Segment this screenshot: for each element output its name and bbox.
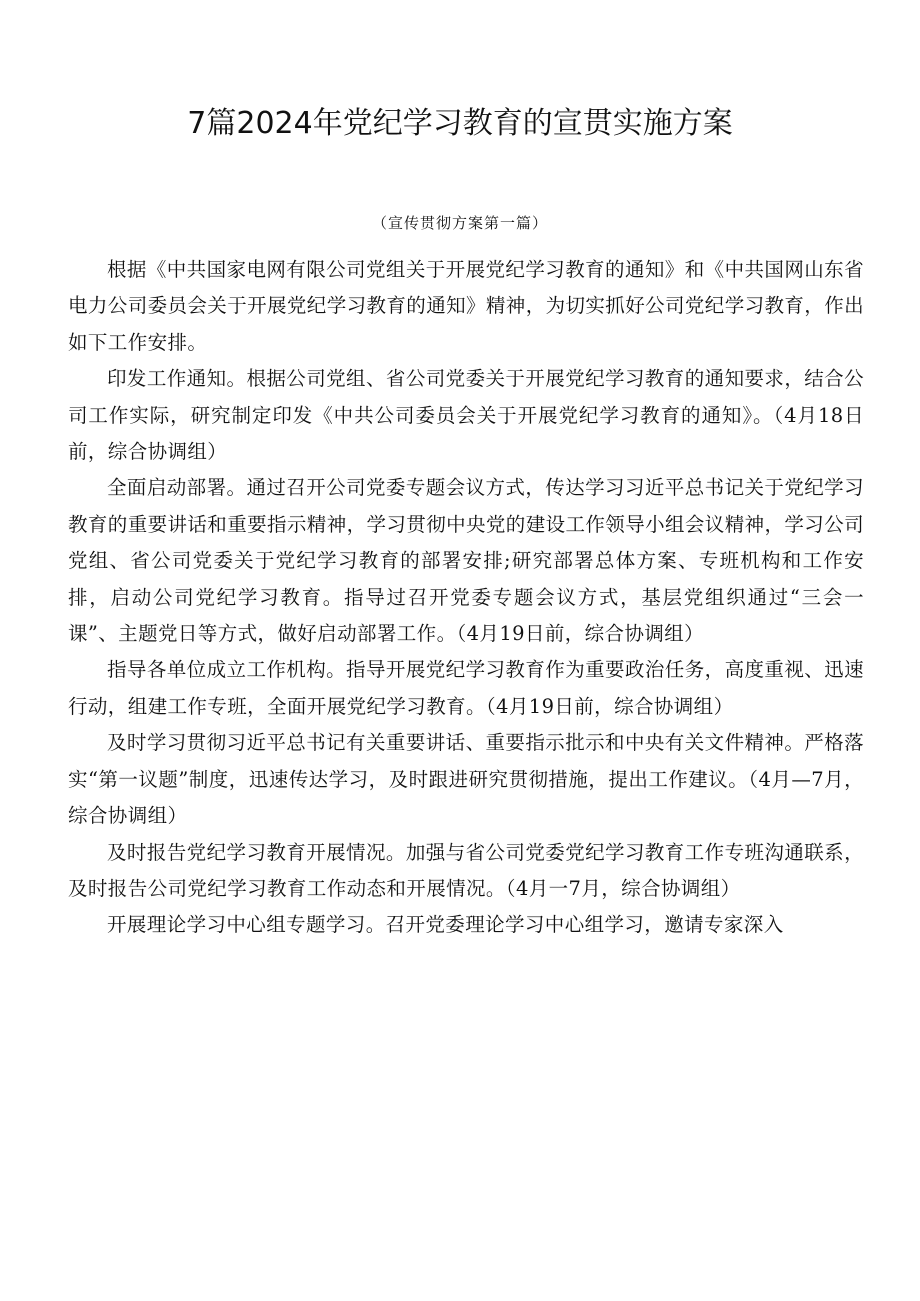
paragraph-intro: 根据《中共国家电网有限公司党组关于开展党纪学习教育的通知》和《中共国网山东省电力公司委员会关于开展党纪学习教育的通知》精神，为切实抓好公司党纪学习教育，作出如下工作安排。 xyxy=(68,258,865,354)
paragraph-launch: 全面启动部署。通过召开公司党委专题会议方式，传达学习习近平总书记关于党纪学习教育的重要讲话和重要指示精神，学习贯彻中央党的建设工作领导小组会议精神，学习公司党组、省公司党委关于党纪学习教育的部署安排;研究部署总体方案、专班机构和工作安排，启动公司党纪学习教育。指导过召开党委专题会议方式，基层党组织通过“三会一课”、主题党日等方式，做好启动部署工作。（4月19日前，综合协调组） xyxy=(68,476,865,646)
paragraph-organization: 指导各单位成立工作机构。指导开展党纪学习教育作为重要政治任务，高度重视、迅速行动，组建工作专班，全面开展党纪学习教育。（4月19日前，综合协调组） xyxy=(68,658,864,718)
paragraph-study: 及时学习贯彻习近平总书记有关重要讲话、重要指示批示和中央有关文件精神。严格落实“第一议题”制度，迅速传达学习，及时跟进研究贯彻措施，提出工作建议。（4月—7月，综合协调组） xyxy=(68,731,864,828)
document-title: 7篇2024年党纪学习教育的宣贯实施方案 xyxy=(187,106,733,141)
document-body xyxy=(68,252,864,944)
paragraph-notice: 印发工作通知。根据公司党组、省公司党委关于开展党纪学习教育的通知要求，结合公司工作实际，研究制定印发《中共公司委员会关于开展党纪学习教育的通知》。（4月18日前，综合协调组） xyxy=(68,367,864,464)
paragraph-report: 及时报告党纪学习教育开展情况。加强与省公司党委党纪学习教育工作专班沟通联系，及时报告公司党纪学习教育工作动态和开展情况。（4月一7月，综合协调组） xyxy=(68,840,864,900)
paragraph-theory-study: 开展理论学习中心组专题学习。召开党委理论学习中心组学习，邀请专家深入 xyxy=(107,913,784,937)
document-subtitle: （宣传贯彻方案第一篇） xyxy=(371,214,548,232)
